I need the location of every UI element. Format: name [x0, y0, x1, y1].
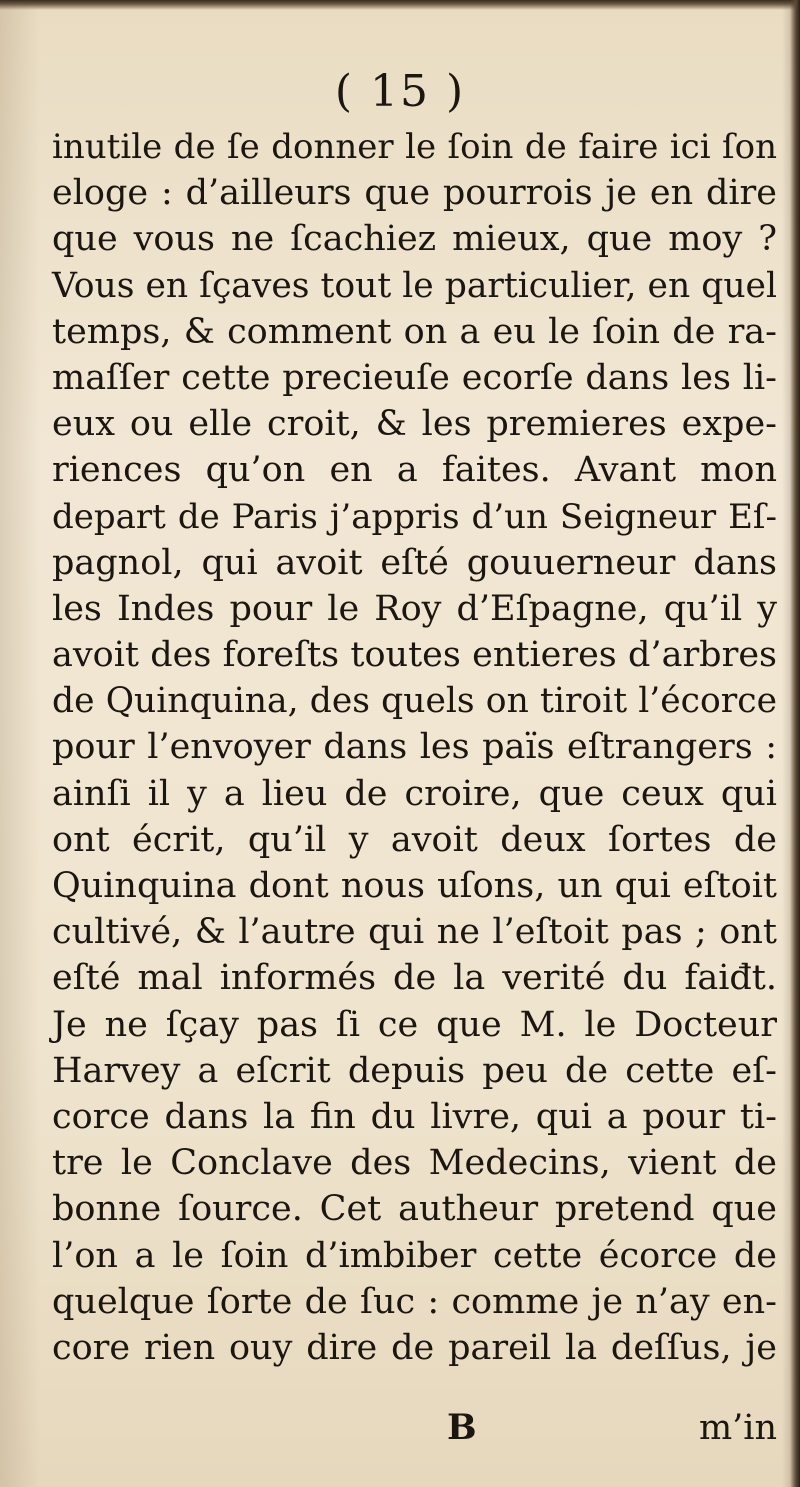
text-line: Quinquina dont nous uſons, un qui eſtoit [52, 866, 777, 906]
text-line: riences qu’on en a faites. Avant mon [52, 450, 777, 491]
text-line: core rien ouy dire de pareil la deſſus, je [52, 1327, 777, 1368]
text-line: pour l’envoyer dans les païs eſtrangers : [52, 727, 777, 768]
text-line: eſté mal informés de la verité du faiđt. [52, 958, 777, 999]
body-text [52, 124, 777, 1371]
page-number: ( 15 ) [334, 66, 466, 117]
text-line: eux ou elle croit, & les premieres expe- [52, 404, 777, 445]
text-line: de Quinquina, des quels on tiroit l’écorce [52, 681, 777, 722]
text-line: que vous ne ſcachiez mieux, que moy ? [52, 219, 777, 260]
text-line: ainſi il y a lieu de croire, que ceux qui [52, 773, 777, 814]
text-line: maſſer cette precieuſe ecorſe dans les li- [52, 357, 777, 398]
page-top-edge [0, 0, 800, 10]
text-line: ont écrit, qu’il y avoit deux ſortes de [52, 819, 777, 860]
text-line: inutile de ſe donner le ſoin de faire ici ſon [52, 127, 777, 167]
text-line: pagnol, qui avoit eſté gouuerneur dans [52, 542, 777, 583]
text-line: l’on a le ſoin d’imbiber cette écorce de [52, 1235, 777, 1276]
text-line: quelque ſorte de ſuc : comme je n’ay en- [52, 1281, 777, 1322]
text-line: avoit des foreſts toutes entieres d’arbres [52, 635, 777, 676]
text-line: Je ne ſçay pas ſi ce que M. le Docteur [52, 1004, 777, 1045]
text-line: eloge : d’ailleurs que pourrois je en dire [52, 173, 777, 214]
text-line: cultivé, & l’autre qui ne l’eſtoit pas ; ont [52, 912, 777, 953]
text-line: bonne ſource. Cet autheur pretend que [52, 1189, 777, 1230]
catch-line [52, 1405, 777, 1455]
signature-mark: B [447, 1407, 477, 1448]
text-line: temps, & comment on a eu le ſoin de ra- [52, 311, 777, 352]
text-line: depart de Paris j’appris d’un Seigneur Eſ- [52, 496, 777, 537]
catchword: m’in [698, 1408, 777, 1448]
text-line: corce dans la fin du livre, qui a pour ti- [52, 1096, 777, 1137]
text-line: Harvey a eſcrit depuis peu de cette eſ- [52, 1050, 777, 1091]
text-line: les Indes pour le Roy d’Eſpagne, qu’il y [52, 588, 777, 629]
page-right-edge [790, 0, 800, 1487]
text-line: Vous en ſçaves tout le particulier, en quel [52, 265, 777, 306]
text-line: tre le Conclave des Medecins, vient de [52, 1143, 777, 1184]
